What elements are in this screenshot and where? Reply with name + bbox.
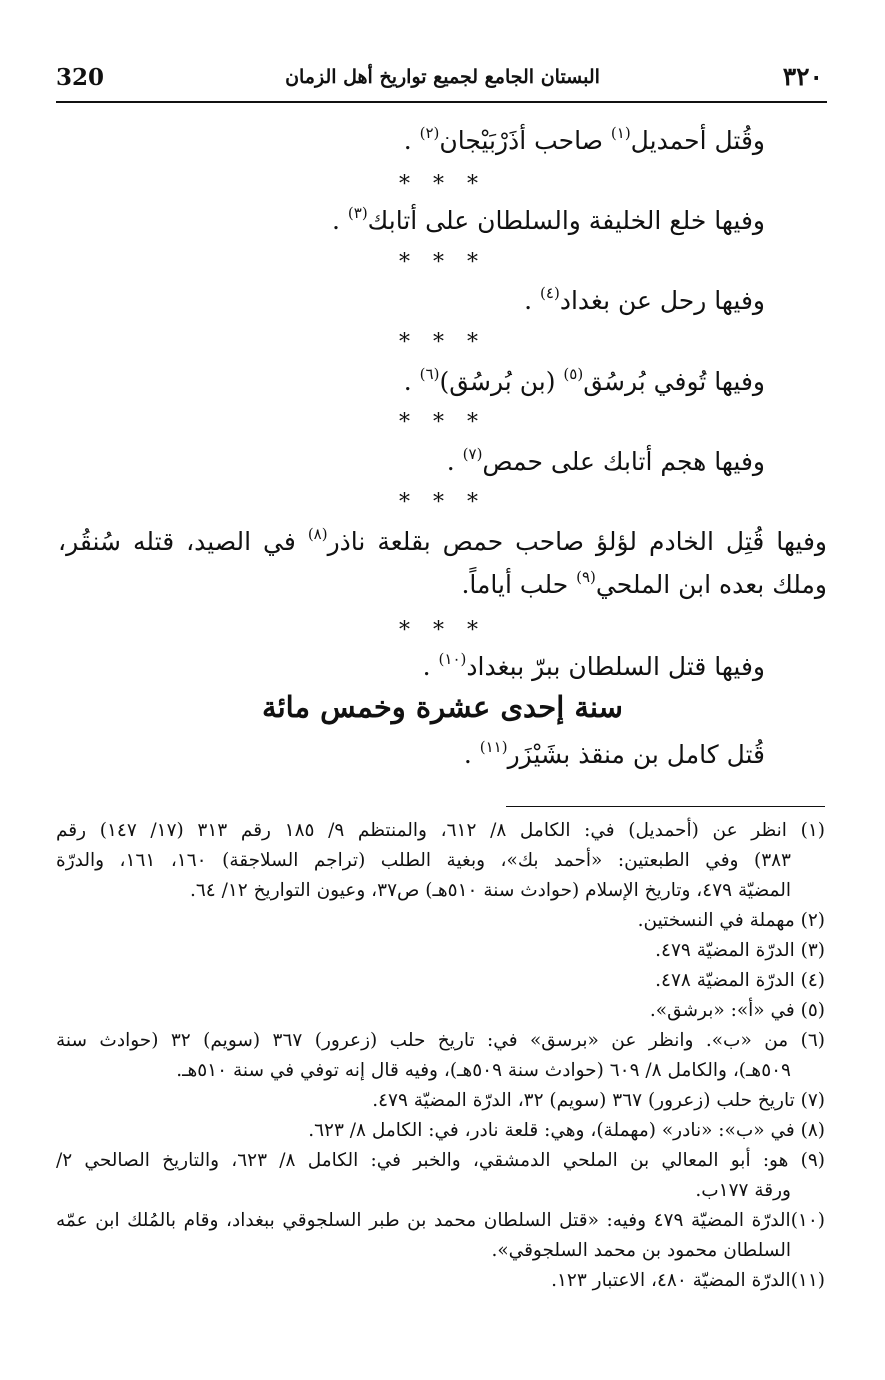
footnote-3: (٣) الدرّة المضيّة ٤٧٩. <box>655 940 825 961</box>
text: حلب أياماً. <box>461 570 569 599</box>
note-ref-9: (٩) <box>576 568 596 586</box>
text: . <box>403 367 412 396</box>
text: صاحب أذَرْبَيْجان <box>439 126 603 155</box>
text-line-2 <box>332 204 765 235</box>
footnote-7: (٧) تاريخ حلب (زعرور) ٣٦٧ (سويم) ٣٢، الدرّة المضيّة ٤٧٩. <box>372 1090 825 1111</box>
note-ref-5: (٥) <box>563 365 584 383</box>
text: وفيها هجم أتابك على حمص <box>482 447 765 476</box>
footnote-10-line-1: (١٠)الدرّة المضيّة ٤٧٩ وفيه: «قتل السلطان محمد بن طبر السلجوقي ببغداد، وقام بالمُلك ابن عمّه <box>56 1210 825 1231</box>
footnote-6-line-1: (٦) من «ب». وانظر عن «برسق» في: تاريخ حلب (زعرور) ٣٦٧ (سويم) ٣٢ (حوادث سنة <box>56 1030 825 1051</box>
text-line-9 <box>464 738 765 769</box>
text: (بن بُرسُق) <box>439 367 556 396</box>
note-ref-7: (٧) <box>462 445 483 463</box>
text-line-7 <box>461 568 827 599</box>
note-ref-4: (٤) <box>540 284 560 302</box>
footnote-1-line-1: (١) انظر عن (أحمديل) في: الكامل ٨/ ٦١٢، والمنتظم ٩/ ١٨٥ رقم ٣١٣ (١٧/ ١٤٧) رقم <box>56 820 825 841</box>
running-title: البستان الجامع لجميع تواريخ أهل الزمان <box>285 66 600 88</box>
header-rule <box>56 101 827 103</box>
text: وفيها قتل السلطان ببرّ ببغداد <box>466 652 765 681</box>
section-separator-1: * * * <box>399 172 486 197</box>
text: . <box>422 652 431 681</box>
text: . <box>524 286 533 315</box>
section-separator-4: * * * <box>399 410 486 435</box>
text: وفيها خلع الخليفة والسلطان على أتابك <box>367 206 765 235</box>
note-ref-2: (٢) <box>419 124 440 142</box>
text: قُتل كامل بن منقذ بشَيْزَر <box>507 740 765 769</box>
note-ref-10: (١٠) <box>438 650 467 668</box>
footnote-8: (٨) في «ب»: «نادر» (مهملة)، وهي: قلعة نادر، في: الكامل ٨/ ٦٢٣. <box>308 1120 825 1141</box>
text: وقُتل أحمديل <box>630 126 765 155</box>
footnote-1-line-2: ٣٨٣) وفي الطبعتين: «أحمد بك»، وبغية الطلب (تراجم السلاجقة) ١٦٠، ١٦١، والدرّة <box>56 850 791 871</box>
footnote-11: (١١)الدرّة المضيّة ٤٨٠، الاعتبار ١٢٣. <box>551 1270 825 1291</box>
text: وفيها قُتِل الخادم لؤلؤ صاحب حمص بقلعة ناذر <box>327 527 827 556</box>
footnote-2: (٢) مهملة في النسختين. <box>637 910 825 931</box>
section-separator-6: * * * <box>399 618 486 643</box>
text-line-6 <box>58 525 827 556</box>
footnote-10-line-2: السلطان محمود بن محمد السلجوقي». <box>491 1240 791 1261</box>
text: وملك بعده ابن الملحي <box>595 570 827 599</box>
note-ref-11: (١١) <box>479 738 508 756</box>
footnote-9-line-2: ورقة ١٧٧ب. <box>695 1180 791 1201</box>
footnote-rule <box>506 806 825 807</box>
page-number-arabic: ٣٢٠ <box>782 62 823 91</box>
text: . <box>463 740 472 769</box>
text: . <box>331 206 340 235</box>
text-line-3 <box>524 284 765 315</box>
footnote-5: (٥) في «أ»: «برشق». <box>649 1000 825 1021</box>
text: . <box>446 447 455 476</box>
footnote-9-line-1: (٩) هو: أبو المعالي بن الملحي الدمشقي، والخبر في: الكامل ٨/ ٦٢٣، والتاريخ الصالحي ٢/ <box>56 1150 825 1171</box>
note-ref-8: (٨) <box>307 525 328 543</box>
text: في الصيد، قتله سُنقُر، <box>58 527 296 556</box>
footnote-6-line-2: ٥٠٩هـ)، والكامل ٨/ ٦٠٩ (حوادث سنة ٥٠٩هـ)، وفيه قال إنه توفي في سنة ٥١٠هـ. <box>176 1060 791 1081</box>
section-separator-2: * * * <box>399 250 486 275</box>
footnotes <box>56 816 825 1296</box>
section-separator-3: * * * <box>399 330 486 355</box>
footnote-4: (٤) الدرّة المضيّة ٤٧٨. <box>655 970 825 991</box>
text: . <box>403 126 412 155</box>
text-line-1 <box>404 124 765 155</box>
page-number-latin: 320 <box>56 64 105 91</box>
text: وفيها رحل عن بغداد <box>559 286 765 315</box>
note-ref-6: (٦) <box>419 365 440 383</box>
note-ref-3: (٣) <box>347 204 368 222</box>
section-separator-5: * * * <box>399 490 486 515</box>
footnote-1-line-3: المضيّة ٤٧٩، وتاريخ الإسلام (حوادث سنة ٥١٠هـ) ص٣٧، وعيون التواريخ ١٢/ ٦٤. <box>189 880 791 901</box>
text-line-4 <box>404 365 765 396</box>
text-line-5 <box>447 445 765 476</box>
year-heading: سنة إحدى عشرة وخمس مائة <box>262 690 623 724</box>
text-line-8 <box>423 650 765 681</box>
note-ref-1: (١) <box>610 124 631 142</box>
text: وفيها تُوفي بُرسُق <box>583 367 765 396</box>
